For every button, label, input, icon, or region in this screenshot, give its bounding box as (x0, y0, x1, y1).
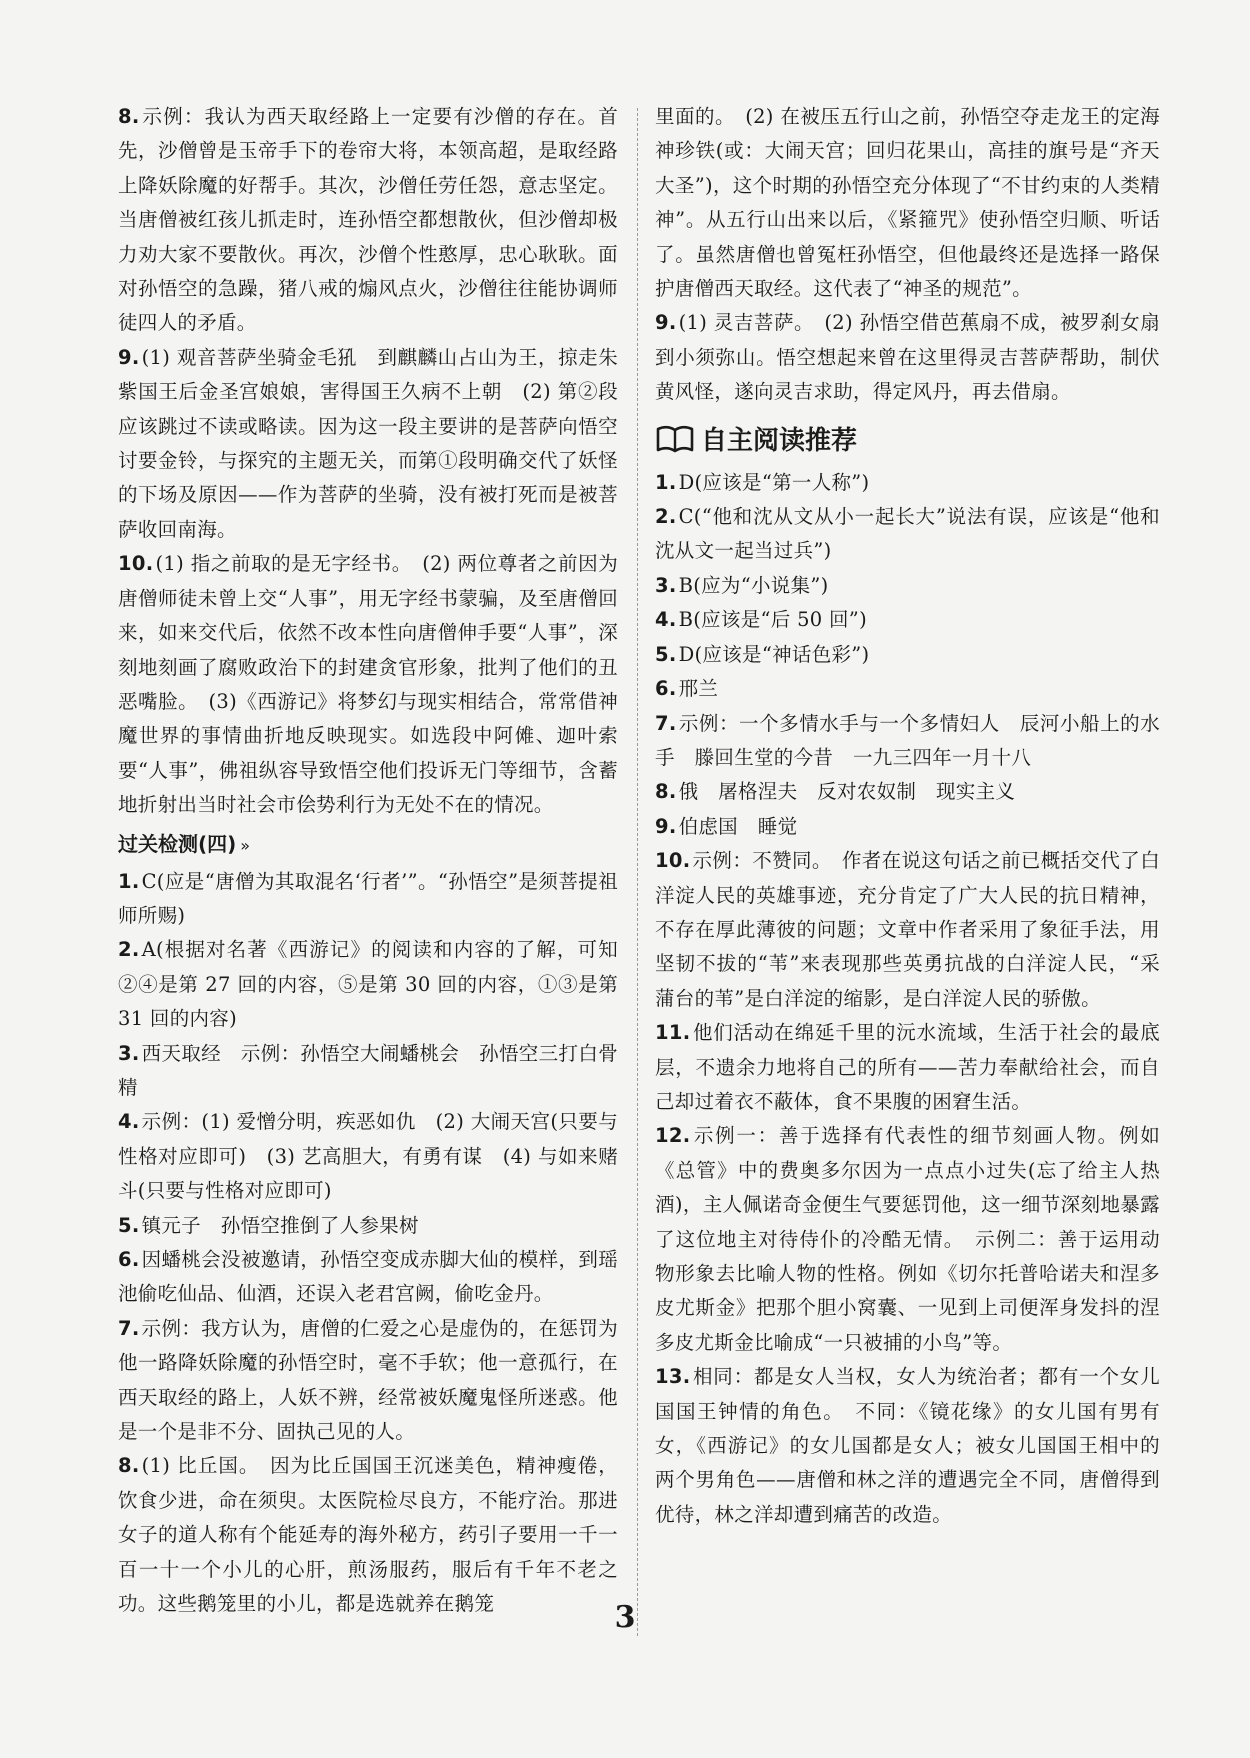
answer-item (655, 603, 1160, 637)
column-divider (637, 108, 638, 1636)
item-number: 8. (118, 1454, 140, 1478)
answer-item (118, 865, 618, 934)
item-number: 2. (118, 938, 140, 962)
item-text: (1) 观音菩萨坐骑金毛犼 到麒麟山占山为王，掠走朱紫国王后金圣宫娘娘，害得国王久病不上朝 (2) 第②段应该跳过不读或略读。因为这一段主要讲的是菩萨向悟空讨要金铃，与探究的主题无关，而第①段明确交代了妖怪的下场及原因——作为菩萨的坐骑，没有被打死而是被菩萨收回南海。 (118, 345, 618, 541)
chevron-right-icon: » (240, 835, 251, 855)
page-number: 3 (614, 1600, 636, 1635)
answer-item (118, 1209, 618, 1243)
answer-item (655, 844, 1160, 1016)
item-text: 因蟠桃会没被邀请，孙悟空变成赤脚大仙的模样，到瑶池偷吃仙品、仙酒，还误入老君宫阙，偷吃金丹。 (118, 1248, 618, 1306)
answer-item (118, 1312, 618, 1450)
item-text: 示例：一个多情水手与一个多情妇人 辰河小船上的水手 滕回生堂的今昔 一九三四年一月十八 (655, 711, 1160, 769)
item-text: (1) 灵吉菩萨。 (2) 孙悟空借芭蕉扇不成，被罗刹女扇到小须弥山。悟空想起来曾在这里得灵吉菩萨帮助，制伏黄风怪，遂向灵吉求助，得定风丹，再去借扇。 (655, 311, 1160, 404)
item-text: 镇元子 孙悟空推倒了人参果树 (141, 1213, 419, 1237)
item-text: 伯虑国 睡觉 (678, 814, 798, 838)
answer-item (118, 1037, 618, 1106)
item-number: 9. (655, 814, 677, 838)
answer-item (655, 775, 1160, 809)
open-book-icon (655, 424, 695, 454)
answer-item (118, 1449, 618, 1621)
answer-item (655, 1360, 1160, 1532)
item-number: 2. (655, 505, 677, 529)
answer-item (655, 1016, 1160, 1119)
answer-item (118, 341, 618, 547)
item-text: B(应该是“后 50 回”) (678, 608, 867, 632)
answer-item (118, 1105, 618, 1208)
answer-item (655, 569, 1160, 603)
item-text: 示例一：善于选择有代表性的细节刻画人物。例如《总管》中的费奥多尔因为一点点小过失(忘了给主人热酒)，主人佩诺奇金便生气要惩罚他，这一细节深刻地暴露了这位地主对待侍仆的冷酷无情。 示例二：善于运用动物形象去比喻人物的性格。例如《切尔托普哈诺夫和涅多皮尤斯金》把那个胆小窝囊、一见到上司便浑身发抖的涅多皮尤斯金比喻成“一只被捕的小鸟”等。 (655, 1124, 1160, 1354)
item-number: 5. (118, 1213, 140, 1237)
item-text: 邢兰 (678, 677, 719, 701)
item-text: 里面的。 (2) 在被压五行山之前，孙悟空夺走龙王的定海神珍铁(或：大闹天宫；回归花果山，高挂的旗号是“齐天大圣”)，这个时期的孙悟空充分体现了“不甘约束的人类精神”。从五行山出来以后，《紧箍咒》使孙悟空归顺、听话了。虽然唐僧也曾冤枉孙悟空，但他最终还是选择一路保护唐僧西天取经。这代表了“神圣的规范”。 (655, 105, 1160, 301)
answer-item (655, 810, 1160, 844)
answer-item (655, 306, 1160, 409)
answer-item (118, 547, 618, 822)
item-number: 8. (655, 780, 677, 804)
item-text: 俄 屠格涅夫 反对农奴制 现实主义 (678, 780, 1016, 804)
item-number: 13. (655, 1365, 691, 1389)
answer-item (655, 638, 1160, 672)
item-text: 示例：我认为西天取经路上一定要有沙僧的存在。首先，沙僧曾是玉帝手下的卷帘大将，本领高超，是取经路上降妖除魔的好帮手。其次，沙僧任劳任怨，意志坚定。当唐僧被红孩儿抓走时，连孙悟空都想散伙，但沙僧却极力劝大家不要散伙。再次，沙僧个性憨厚，忠心耿耿。面对孙悟空的急躁，猪八戒的煽风点火，沙僧往往能协调师徒四人的矛盾。 (118, 105, 618, 335)
item-text: 示例：我方认为，唐僧的仁爱之心是虚伪的，在惩罚为他一路降妖除魔的孙悟空时，毫不手软；他一意孤行，在西天取经的路上，人妖不辨，经常被妖魔鬼怪所迷惑。他是一个是非不分、固执己见的人。 (118, 1316, 618, 1444)
item-number: 7. (655, 711, 677, 735)
item-text: 示例：不赞同。 作者在说这句话之前已概括交代了白洋淀人民的英雄事迹，充分肯定了广大人民的抗日精神，不存在厚此薄彼的问题；文章中作者采用了象征手法，用坚韧不拔的“苇”来表现那些英勇抗战的白洋淀人民，“采蒲台的苇”是白洋淀的缩影，是白洋淀人民的骄傲。 (655, 849, 1160, 1010)
answer-item (655, 1119, 1160, 1360)
answer-item (118, 1243, 618, 1312)
right-column (655, 100, 1160, 1532)
left-column (118, 100, 618, 1621)
item-text: C(“他和沈从文从小一起长大”说法有误，应该是“他和沈从文一起当过兵”) (655, 505, 1160, 563)
item-number: 3. (655, 573, 677, 597)
item-text: (1) 比丘国。 因为比丘国国王沉迷美色，精神瘦倦，饮食少进，命在须臾。太医院检尽良方，不能疗治。那进女子的道人称有个能延寿的海外秘方，药引子要用一千一百一十一个小儿的心肝，煎汤服药，服后有千年不老之功。这些鹅笼里的小儿，都是选就养在鹅笼 (118, 1454, 618, 1616)
item-number: 12. (655, 1124, 691, 1148)
answer-item (118, 100, 618, 341)
item-number: 10. (655, 849, 691, 873)
item-text: B(应为“小说集”) (678, 573, 829, 597)
item-number: 4. (655, 608, 677, 632)
item-number: 6. (655, 677, 677, 701)
item-text: A(根据对名著《西游记》的阅读和内容的了解，可知②④是第 27 回的内容，⑤是第 30 回的内容，①③是第 31 回的内容) (118, 938, 618, 1031)
item-number: 4. (118, 1110, 140, 1134)
item-text: D(应该是“第一人称”) (678, 470, 870, 494)
item-number: 7. (118, 1316, 140, 1340)
answer-item (655, 466, 1160, 500)
item-number: 6. (118, 1248, 140, 1271)
answer-item (655, 707, 1160, 776)
item-text: D(应该是“神话色彩”) (678, 642, 870, 666)
item-text: C(应是“唐僧为其取混名‘行者’”。“孙悟空”是须菩提祖师所赐) (118, 869, 618, 927)
item-number: 5. (655, 642, 677, 666)
item-text: 他们活动在绵延千里的沅水流域，生活于社会的最底层，不遗余力地将自己的所有——苦力奉献给社会，而自己却过着衣不蔽体，食不果腹的困窘生活。 (655, 1021, 1160, 1113)
item-number: 3. (118, 1041, 140, 1065)
item-number: 1. (655, 470, 677, 494)
item-number: 9. (655, 311, 677, 335)
item-text: 相同：都是女人当权，女人为统治者；都有一个女儿国国王钟情的角色。 不同：《镜花缘》的女儿国有男有女，《西游记》的女儿国都是女人；被女儿国国王相中的两个男角色——唐僧和林之洋的遭遇完全不同，唐僧得到优待，林之洋却遭到痛苦的改造。 (655, 1365, 1160, 1526)
item-number: 10. (118, 552, 154, 576)
answer-item (655, 500, 1160, 569)
item-number: 11. (655, 1021, 691, 1045)
section-heading (118, 827, 618, 863)
item-number: 1. (118, 869, 140, 893)
recommend-heading (655, 416, 1160, 462)
recommend-heading-text: 自主阅读推荐 (701, 426, 858, 457)
item-text: 西天取经 示例：孙悟空大闹蟠桃会 孙悟空三打白骨精 (118, 1041, 618, 1099)
answer-item (118, 933, 618, 1036)
item-text: 示例：(1) 爱憎分明，疾恶如仇 (2) 大闹天宫(只要与性格对应即可) (3) 艺高胆大，有勇有谋 (4) 与如来赌斗(只要与性格对应即可) (118, 1110, 618, 1203)
item-text: (1) 指之前取的是无字经书。 (2) 两位尊者之前因为唐僧师徒未曾上交“人事”，用无字经书蒙骗，及至唐僧回来，如来交代后，依然不改本性向唐僧伸手要“人事”，深刻地刻画了腐败政治下的封建贪官形象，批判了他们的丑恶嘴脸。 (3)《西游记》将梦幻与现实相结合，常常借神魔世界的事情曲折地反映现实。如选段中阿傩、迦叶索要“人事”，佛祖纵容导致悟空他们投诉无门等细节，含蓄地折射出当时社会市侩势利行为无处不在的情况。 (118, 552, 618, 817)
item-number: 8. (118, 105, 140, 128)
answer-item (655, 672, 1160, 706)
answer-item (655, 100, 1160, 306)
section-heading-text: 过关检测(四) (118, 831, 237, 856)
item-number: 9. (118, 345, 140, 369)
